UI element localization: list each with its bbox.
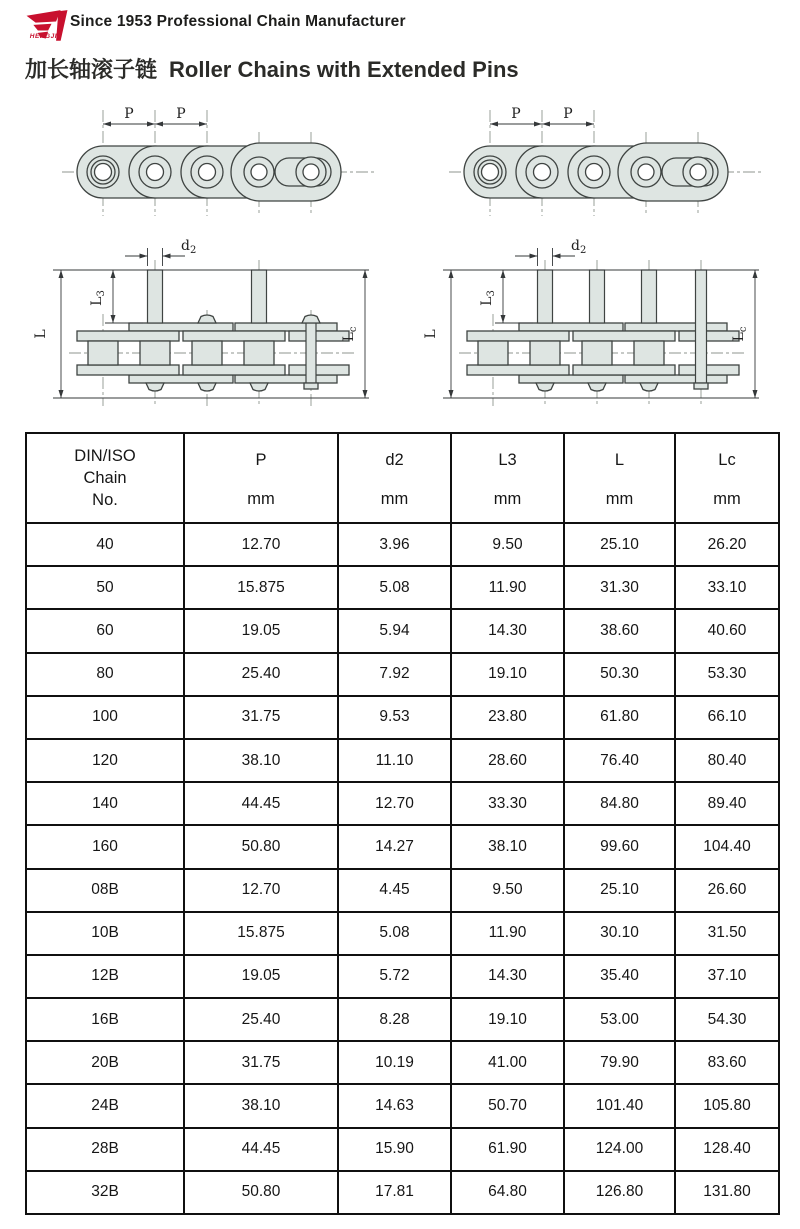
cell-lc: 105.80	[675, 1084, 779, 1127]
cell-no: 160	[26, 825, 184, 868]
cell-lc: 40.60	[675, 609, 779, 652]
cell-lc: 54.30	[675, 998, 779, 1041]
table-row	[26, 739, 779, 782]
cell-p: 38.10	[184, 739, 338, 782]
cell-d2: 11.10	[338, 739, 451, 782]
cell-p: 12.70	[184, 869, 338, 912]
table-row	[26, 696, 779, 739]
cell-d2: 3.96	[338, 523, 451, 566]
cell-l3: 33.30	[451, 782, 564, 825]
table-row	[26, 566, 779, 609]
table-row	[26, 1084, 779, 1127]
cell-d2: 5.08	[338, 566, 451, 609]
cell-no: 28B	[26, 1128, 184, 1171]
cell-p: 31.75	[184, 1041, 338, 1084]
cell-d2: 15.90	[338, 1128, 451, 1171]
table-row	[26, 1041, 779, 1084]
col-header-p	[184, 433, 338, 523]
lc-dimension-label: $L_c$	[341, 326, 359, 342]
cell-d2: 7.92	[338, 653, 451, 696]
cell-p: 15.875	[184, 912, 338, 955]
pitch-dimension-label: P	[176, 106, 186, 122]
chain-side-view-diagram-right	[445, 96, 765, 218]
extended-pin-diagram-right	[404, 220, 782, 416]
cell-p: 19.05	[184, 609, 338, 652]
col-header-l	[564, 433, 675, 523]
lc-dimension-label: $L_c$	[731, 326, 749, 342]
cell-lc: 26.60	[675, 869, 779, 912]
cell-l3: 19.10	[451, 653, 564, 696]
cell-d2: 8.28	[338, 998, 451, 1041]
table-row	[26, 955, 779, 998]
page-title-en: Roller Chains with Extended Pins	[169, 57, 519, 82]
cell-d2: 12.70	[338, 782, 451, 825]
col-unit: mm	[493, 490, 522, 508]
cell-no: 120	[26, 739, 184, 782]
cell-p: 38.10	[184, 1084, 338, 1127]
cell-d2: 9.53	[338, 696, 451, 739]
l3-dimension-label: $L_3$	[89, 290, 107, 306]
table-row	[26, 869, 779, 912]
cell-l3: 61.90	[451, 1128, 564, 1171]
cell-lc: 83.60	[675, 1041, 779, 1084]
cell-p: 50.80	[184, 825, 338, 868]
cell-d2: 5.08	[338, 912, 451, 955]
cell-l3: 41.00	[451, 1041, 564, 1084]
cell-l3: 14.30	[451, 609, 564, 652]
cell-l: 126.80	[564, 1171, 675, 1214]
table-row	[26, 998, 779, 1041]
cell-no: 140	[26, 782, 184, 825]
d2-dimension-label: $d_2$	[571, 238, 587, 256]
cell-d2: 14.27	[338, 825, 451, 868]
cell-l: 30.10	[564, 912, 675, 955]
cell-lc: 104.40	[675, 825, 779, 868]
page-title-zh: 加长轴滚子链	[25, 57, 158, 82]
cell-l: 61.80	[564, 696, 675, 739]
cell-lc: 66.10	[675, 696, 779, 739]
col-label: Lc	[718, 451, 736, 469]
cell-l: 79.90	[564, 1041, 675, 1084]
cell-no: 16B	[26, 998, 184, 1041]
cell-p: 44.45	[184, 1128, 338, 1171]
cell-no: 50	[26, 566, 184, 609]
cell-no: 100	[26, 696, 184, 739]
cell-l: 99.60	[564, 825, 675, 868]
cell-l3: 28.60	[451, 739, 564, 782]
col-header-line: No.	[92, 491, 118, 510]
table-row	[26, 609, 779, 652]
cell-l3: 23.80	[451, 696, 564, 739]
cell-lc: 31.50	[675, 912, 779, 955]
spec-table	[25, 432, 780, 1215]
cell-p: 15.875	[184, 566, 338, 609]
spec-table-body	[26, 523, 779, 1214]
table-row	[26, 782, 779, 825]
col-unit: mm	[605, 490, 634, 508]
cell-l3: 11.90	[451, 566, 564, 609]
table-row	[26, 912, 779, 955]
cell-l3: 9.50	[451, 523, 564, 566]
cell-d2: 5.94	[338, 609, 451, 652]
cell-lc: 26.20	[675, 523, 779, 566]
cell-lc: 80.40	[675, 739, 779, 782]
cell-no: 60	[26, 609, 184, 652]
cell-d2: 4.45	[338, 869, 451, 912]
cell-l3: 11.90	[451, 912, 564, 955]
table-row	[26, 825, 779, 868]
d2-dimension-label: $d_2$	[181, 238, 197, 256]
col-header-d2	[338, 433, 451, 523]
cell-l: 76.40	[564, 739, 675, 782]
cell-l: 84.80	[564, 782, 675, 825]
cell-p: 12.70	[184, 523, 338, 566]
cell-d2: 10.19	[338, 1041, 451, 1084]
table-row	[26, 1128, 779, 1171]
cell-l3: 64.80	[451, 1171, 564, 1214]
cell-p: 44.45	[184, 782, 338, 825]
cell-lc: 33.10	[675, 566, 779, 609]
col-header-line: DIN/ISO	[74, 446, 136, 465]
cell-l3: 14.30	[451, 955, 564, 998]
cell-l: 25.10	[564, 869, 675, 912]
col-header-l3	[451, 433, 564, 523]
table-row	[26, 523, 779, 566]
cell-lc: 53.30	[675, 653, 779, 696]
cell-l: 38.60	[564, 609, 675, 652]
chain-side-view-diagram-left	[58, 96, 378, 218]
pitch-dimension-label: P	[124, 106, 134, 122]
col-unit: mm	[380, 490, 409, 508]
l-dimension-label: L	[33, 329, 49, 339]
cell-l: 101.40	[564, 1084, 675, 1127]
cell-no: 40	[26, 523, 184, 566]
cell-l3: 50.70	[451, 1084, 564, 1127]
cell-no: 20B	[26, 1041, 184, 1084]
col-header-line: Chain	[83, 468, 127, 487]
cell-l: 35.40	[564, 955, 675, 998]
cell-l3: 9.50	[451, 869, 564, 912]
cell-lc: 89.40	[675, 782, 779, 825]
tagline: Since 1953 Professional Chain Manufacturer	[70, 13, 406, 30]
pitch-dimension-label: P	[563, 106, 573, 122]
cell-l: 124.00	[564, 1128, 675, 1171]
cell-d2: 5.72	[338, 955, 451, 998]
l-dimension-label: L	[423, 329, 439, 339]
cell-d2: 14.63	[338, 1084, 451, 1127]
cell-no: 10B	[26, 912, 184, 955]
cell-l: 53.00	[564, 998, 675, 1041]
cell-l: 50.30	[564, 653, 675, 696]
cell-d2: 17.81	[338, 1171, 451, 1214]
cell-p: 25.40	[184, 653, 338, 696]
cell-lc: 37.10	[675, 955, 779, 998]
cell-lc: 131.80	[675, 1171, 779, 1214]
cell-lc: 128.40	[675, 1128, 779, 1171]
table-header-row	[26, 433, 779, 523]
cell-p: 25.40	[184, 998, 338, 1041]
col-unit: mm	[247, 490, 275, 508]
table-row	[26, 653, 779, 696]
cell-no: 24B	[26, 1084, 184, 1127]
brand-name: HENGJIU	[29, 33, 63, 40]
col-label: d2	[385, 451, 404, 469]
cell-l: 31.30	[564, 566, 675, 609]
l3-dimension-label: $L_3$	[479, 290, 497, 306]
col-label: L3	[498, 451, 517, 469]
cell-no: 32B	[26, 1171, 184, 1214]
cell-l: 25.10	[564, 523, 675, 566]
col-unit: mm	[713, 490, 741, 508]
col-header-lc	[675, 433, 779, 523]
cell-no: 80	[26, 653, 184, 696]
cell-p: 19.05	[184, 955, 338, 998]
page-title	[25, 53, 519, 84]
cell-l3: 19.10	[451, 998, 564, 1041]
extended-pin-diagram-left	[14, 220, 392, 416]
cell-no: 12B	[26, 955, 184, 998]
col-label: P	[255, 451, 267, 469]
pitch-dimension-label: P	[511, 106, 521, 122]
cell-p: 50.80	[184, 1171, 338, 1214]
col-header-chain-no	[26, 433, 184, 523]
table-row	[26, 1171, 779, 1214]
col-label: L	[614, 451, 625, 469]
cell-no: 08B	[26, 869, 184, 912]
cell-l3: 38.10	[451, 825, 564, 868]
cell-p: 31.75	[184, 696, 338, 739]
